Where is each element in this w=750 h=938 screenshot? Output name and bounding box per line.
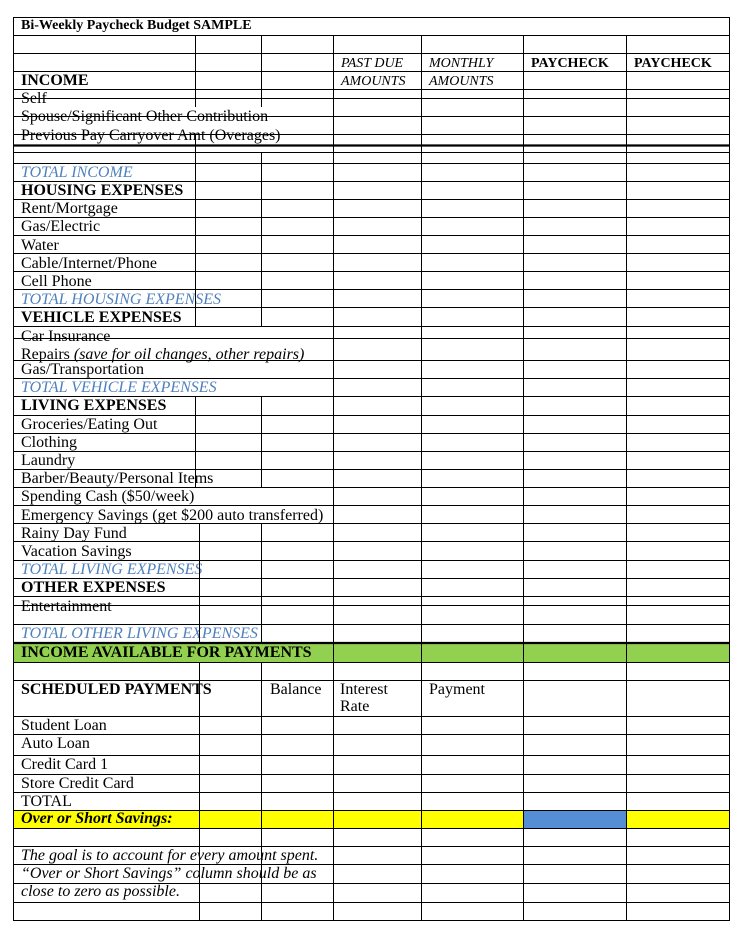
- living-heading-row: [13, 396, 730, 414]
- scheduled-item: Store Credit Card: [21, 775, 134, 792]
- vehicle-heading: VEHICLE EXPENSES: [21, 309, 182, 327]
- scheduled-item: Student Loan: [21, 717, 107, 734]
- living-item-row: [13, 524, 730, 542]
- income-item-row: [13, 126, 730, 144]
- total-income: TOTAL INCOME: [21, 164, 133, 181]
- repairs-note: (save for oil changes, other repairs): [73, 345, 305, 363]
- living-item: Barber/Beauty/Personal Items: [21, 470, 214, 488]
- living-heading: LIVING EXPENSES: [21, 397, 167, 415]
- total-income-row: [13, 163, 730, 181]
- income-available-band: [13, 643, 730, 662]
- note-line-2: “Over or Short Savings” column should be as: [21, 865, 317, 882]
- other-heading: OTHER EXPENSES: [21, 579, 166, 597]
- living-item: Laundry: [21, 452, 76, 469]
- housing-heading: HOUSING EXPENSES: [21, 182, 184, 199]
- total-vehicle: TOTAL VEHICLE EXPENSES: [21, 379, 217, 397]
- note-line-1: The goal is to account for every amount spent.: [21, 847, 319, 864]
- income-item-row: [13, 89, 730, 107]
- income-item: Spouse/Significant Other Contribution: [21, 108, 269, 126]
- total-other-row: [13, 624, 730, 642]
- living-item-row: [13, 469, 730, 487]
- total-other: TOTAL OTHER LIVING EXPENSES: [21, 625, 258, 642]
- living-item: Spending Cash ($50/week): [21, 488, 195, 506]
- scheduled-item: TOTAL: [21, 793, 72, 810]
- header-paycheck-1: PAYCHECK: [531, 56, 609, 71]
- scheduled-item: Credit Card 1: [21, 756, 109, 773]
- housing-item: Cable/Internet/Phone: [21, 254, 157, 272]
- over-short-paycheck1-cell: [523, 810, 626, 828]
- scheduled-item-row: [13, 716, 730, 734]
- living-item: Vacation Savings: [21, 543, 132, 560]
- living-item-row: [13, 487, 730, 505]
- header-past-due-line1: PAST DUE: [341, 56, 404, 71]
- other-item: Entertainment: [21, 597, 112, 615]
- living-item-row: [13, 542, 730, 560]
- note-block: [13, 846, 730, 902]
- income-item: Previous Pay Carryover Amt (Overages): [21, 126, 281, 144]
- scheduled-item-row: [13, 792, 730, 810]
- scheduled-item-row: [13, 774, 730, 792]
- interest-header-line1: Interest: [340, 681, 388, 698]
- housing-item-row: [13, 217, 730, 235]
- balance-header: Balance: [270, 681, 322, 698]
- scheduled-payments-heading: SCHEDULED PAYMENTS: [21, 681, 212, 698]
- header-monthly-line2: AMOUNTS: [429, 74, 494, 89]
- sheet-title: Bi-Weekly Paycheck Budget SAMPLE: [21, 18, 252, 33]
- living-item-row: [13, 415, 730, 433]
- income-item-row: [13, 107, 730, 125]
- over-short-label: Over or Short Savings:: [21, 810, 173, 827]
- total-living-row: [13, 560, 730, 578]
- scheduled-header-row: [13, 680, 730, 716]
- housing-item: Cell Phone: [21, 273, 92, 290]
- over-short-paycheck2-cell: [626, 810, 730, 828]
- total-vehicle-row: [13, 378, 730, 396]
- income-item: Self: [21, 90, 47, 108]
- vehicle-item-row: [13, 360, 730, 378]
- living-item: Rainy Day Fund: [21, 524, 127, 542]
- living-item-row: [13, 451, 730, 469]
- income-heading: INCOME: [21, 72, 89, 89]
- repairs-label-text: Repairs: [21, 345, 74, 363]
- title-row: [13, 17, 730, 35]
- total-living: TOTAL LIVING EXPENSES: [21, 561, 203, 579]
- total-housing-row: [13, 290, 730, 308]
- living-item: Emergency Savings (get $200 auto transferred): [21, 506, 324, 524]
- vehicle-heading-row: [13, 308, 730, 326]
- vehicle-item: Gas/Transportation: [21, 361, 144, 378]
- header-paycheck-2: PAYCHECK: [634, 56, 712, 71]
- housing-item-row: [13, 272, 730, 290]
- other-item-row: [13, 597, 730, 615]
- housing-item-row: [13, 199, 730, 217]
- living-item-row: [13, 433, 730, 451]
- header-monthly-line1: MONTHLY: [429, 56, 494, 71]
- payment-header: Payment: [429, 681, 485, 698]
- housing-item-row: [13, 236, 730, 254]
- over-short-band: [13, 810, 523, 828]
- vehicle-item: Car Insurance: [21, 327, 111, 345]
- living-item-row: [13, 506, 730, 524]
- housing-heading-row: [13, 181, 730, 199]
- housing-item-row: [13, 254, 730, 272]
- other-heading-row: [13, 578, 730, 596]
- total-housing: TOTAL HOUSING EXPENSES: [21, 291, 222, 309]
- living-item: Groceries/Eating Out: [21, 415, 158, 433]
- scheduled-item-row: [13, 734, 730, 752]
- interest-header-line2: Rate: [340, 698, 370, 715]
- housing-item: Rent/Mortgage: [21, 200, 118, 218]
- scheduled-item-row: [13, 755, 730, 773]
- living-item: Clothing: [21, 433, 78, 451]
- housing-item: Water: [21, 236, 59, 254]
- scheduled-item: Auto Loan: [21, 735, 90, 752]
- income-heading-row: [13, 71, 730, 89]
- income-available-label: INCOME AVAILABLE FOR PAYMENTS: [21, 644, 312, 661]
- header-past-due-line2: AMOUNTS: [341, 74, 406, 89]
- vehicle-item-row: [13, 327, 730, 345]
- note-line-3: close to zero as possible.: [21, 883, 180, 900]
- budget-sheet: [13, 17, 730, 921]
- housing-item: Gas/Electric: [21, 218, 101, 236]
